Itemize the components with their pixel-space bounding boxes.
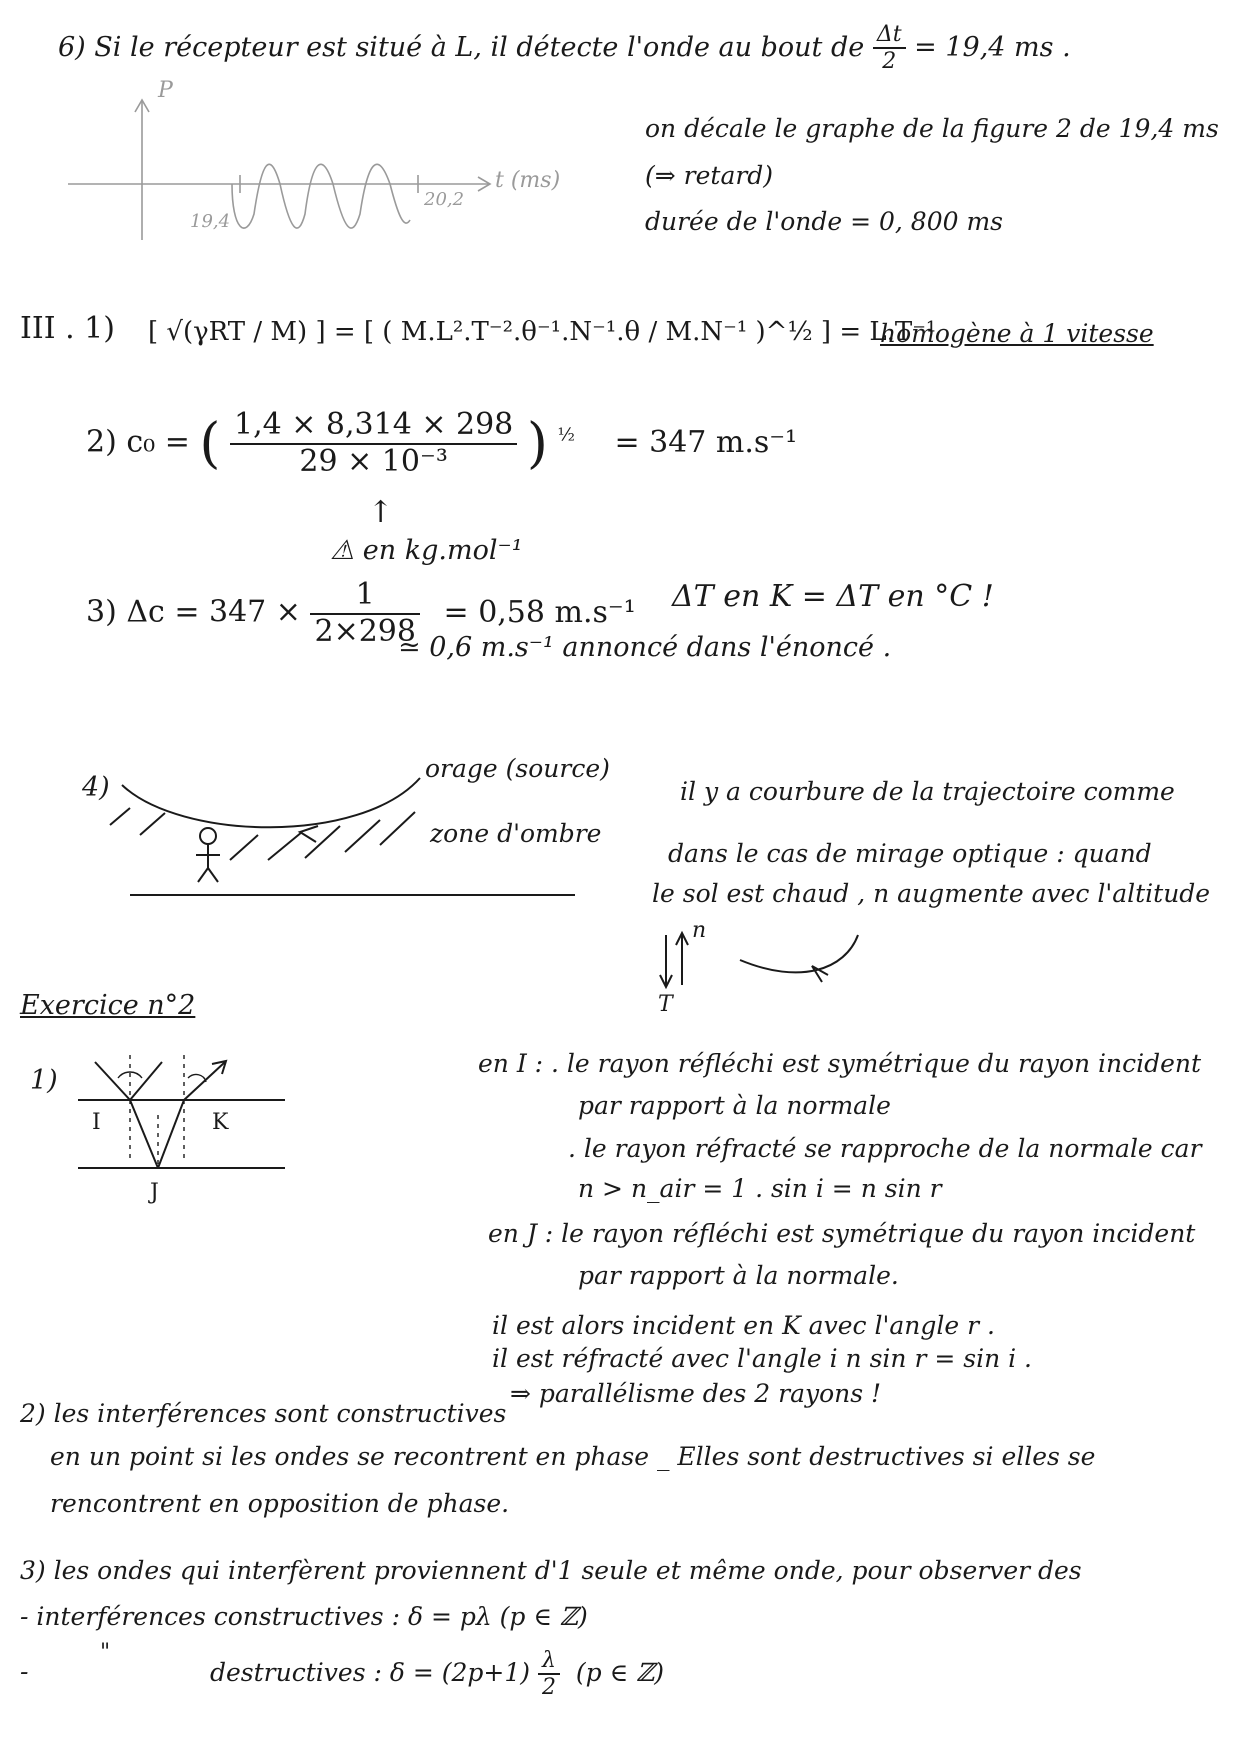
s3-q2-line (86, 408, 797, 479)
curl-arrow (740, 935, 858, 972)
ex2-q3-3-tail: (p ∈ ℤ) (575, 1657, 665, 1687)
graph-tick-end-label: 20,2 (424, 189, 465, 210)
person-leg-l (198, 868, 208, 882)
ex2-j-1: en J : le rayon réfléchi est symétrique du rayon incident (488, 1219, 1196, 1248)
s6-frac-den: 2 (882, 49, 897, 75)
reflected-ray-i (130, 1062, 162, 1100)
ex2-i-3: . le rayon réfracté se rapproche de la normale car (568, 1134, 1202, 1163)
s3-q3-num: 1 (310, 578, 419, 615)
hatch-3 (230, 835, 258, 860)
ex2-j-5: ⇒ parallélisme des 2 rayons ! (510, 1379, 882, 1408)
ex2-i-4: n > n_air = 1 . sin i = n sin r (578, 1174, 942, 1203)
hatch-2 (140, 813, 165, 835)
ex2-j-2: par rapport à la normale. (578, 1261, 899, 1290)
s4-text2: dans le cas de mirage optique : quand (668, 839, 1152, 868)
ex2-q3-3-text: destructives : δ = (2p+1) (210, 1657, 530, 1687)
s6-frac-num: Δt (873, 22, 906, 49)
s4-label: 4) (82, 772, 110, 803)
wave-graph (68, 100, 490, 240)
s4-source: orage (source) (425, 754, 610, 783)
ex2-q3-2: - interférences constructives : δ = pλ (p ∈ ℤ) (20, 1602, 588, 1631)
graph-p-label: P (158, 78, 173, 103)
ex2-q2-3: rencontrent en opposition de phase. (50, 1489, 510, 1518)
graph-wave (232, 164, 410, 228)
ex2-q3-3-line (210, 1648, 664, 1701)
ex2-point-j: J (150, 1180, 159, 1205)
s6-note3: durée de l'onde = 0, 800 ms (645, 207, 1003, 236)
s3-q1-note: homogène à 1 vitesse (880, 319, 1154, 348)
s4-t-label: T (658, 992, 673, 1017)
ex2-i-1: en I : . le rayon réfléchi est symétrique du rayon incident (478, 1049, 1202, 1078)
hatch-1 (110, 808, 130, 825)
hatch-5 (305, 826, 340, 858)
s3-q2-paren-r: ) (526, 411, 548, 475)
emerging-ray-k (184, 1062, 225, 1100)
s3-q2-den: 29 × 10⁻³ (299, 443, 448, 479)
s4-shadow: zone d'ombre (430, 819, 602, 848)
refracted-ray-ij (130, 1100, 158, 1168)
ex2-q3-3-num: λ (538, 1648, 560, 1675)
incident-ray (95, 1062, 130, 1100)
ex2-q2-2: en un point si les ondes se recontrent en phase _ Elles sont destructives si elles se (50, 1442, 1096, 1471)
s3-q3-result: = 0,58 m.s⁻¹ (443, 594, 636, 630)
s3-q3-approx: ≃ 0,6 m.s⁻¹ annoncé dans l'énoncé . (398, 632, 892, 663)
graph-tick-start-label: 19,4 (190, 211, 231, 232)
graph-t-label: t (ms) (495, 168, 561, 193)
s3-q3-den: 2×298 (314, 613, 416, 649)
ex2-q3-3-fraction (538, 1648, 560, 1701)
ex2-point-k: K (212, 1110, 229, 1135)
hatch-7 (380, 812, 415, 845)
ex2-j-3: il est alors incident en K avec l'angle r . (492, 1311, 995, 1340)
s3-q2-warning: ⚠ en kg.mol⁻¹ (330, 535, 523, 566)
ex2-q3-3-ditto: " (100, 1640, 111, 1665)
ex2-q3-3-dash: - (20, 1657, 29, 1686)
hatch-4 (268, 832, 302, 860)
ex2-point-i: I (92, 1110, 101, 1135)
s3-q2-paren-l: ( (199, 411, 221, 475)
s3-q3-label: 3) Δc = 347 × (86, 594, 301, 630)
s6-note1: on décale le graphe de la figure 2 de 19,4 ms (645, 114, 1219, 143)
s6-tail: = 19,4 ms . (914, 31, 1071, 63)
s4-text1: il y a courbure de la trajectoire comme (680, 777, 1175, 806)
ex2-q3-1: 3) les ondes qui interfèrent proviennent d'1 seule et même onde, pour observer des (20, 1556, 1082, 1585)
s4-text3: le sol est chaud , n augmente avec l'altitude (652, 879, 1211, 908)
ex2-q1-label: 1) (30, 1065, 58, 1096)
s3-q2-label: 2) c₀ = (86, 424, 190, 460)
s3-q2-result: = 347 m.s⁻¹ (614, 424, 798, 460)
s6-text: 6) Si le récepteur est situé à L, il détecte l'onde au bout de (58, 31, 865, 63)
ray-curve (122, 778, 420, 827)
ex2-q2-1: 2) les interférences sont constructives (20, 1399, 507, 1428)
s3-q1-formula: [ √(γRT / M) ] = [ ( M.L².T⁻².θ⁻¹.N⁻¹.θ / M.N⁻¹ )^½ ] = L.T⁻¹ (148, 317, 937, 347)
s3-label: III . 1) (20, 311, 115, 346)
s3-q2-fraction (230, 408, 517, 479)
s3-q3-note: ΔT en K = ΔT en °C ! (672, 579, 994, 614)
ex2-i-2: par rapport à la normale (578, 1091, 891, 1120)
person-head (200, 828, 216, 844)
hatch-6 (345, 820, 380, 852)
ex2-title: Exercice n°2 (20, 990, 196, 1021)
s3-q2-num: 1,4 × 8,314 × 298 (230, 408, 517, 445)
refraction-diagram (78, 1055, 285, 1168)
s3-q2-exp: ½ (557, 424, 575, 446)
person-leg-r (208, 868, 218, 882)
reflected-ray-jk (158, 1100, 184, 1168)
s4-n-label: n (692, 918, 707, 943)
s3-q2-arrow: ↑ (368, 495, 394, 530)
ex2-q3-3-den: 2 (541, 1675, 556, 1701)
ray-arrow (300, 826, 318, 842)
ex2-j-4: il est réfracté avec l'angle i n sin r = sin i . (492, 1344, 1033, 1373)
s6-note2: (⇒ retard) (645, 161, 774, 190)
